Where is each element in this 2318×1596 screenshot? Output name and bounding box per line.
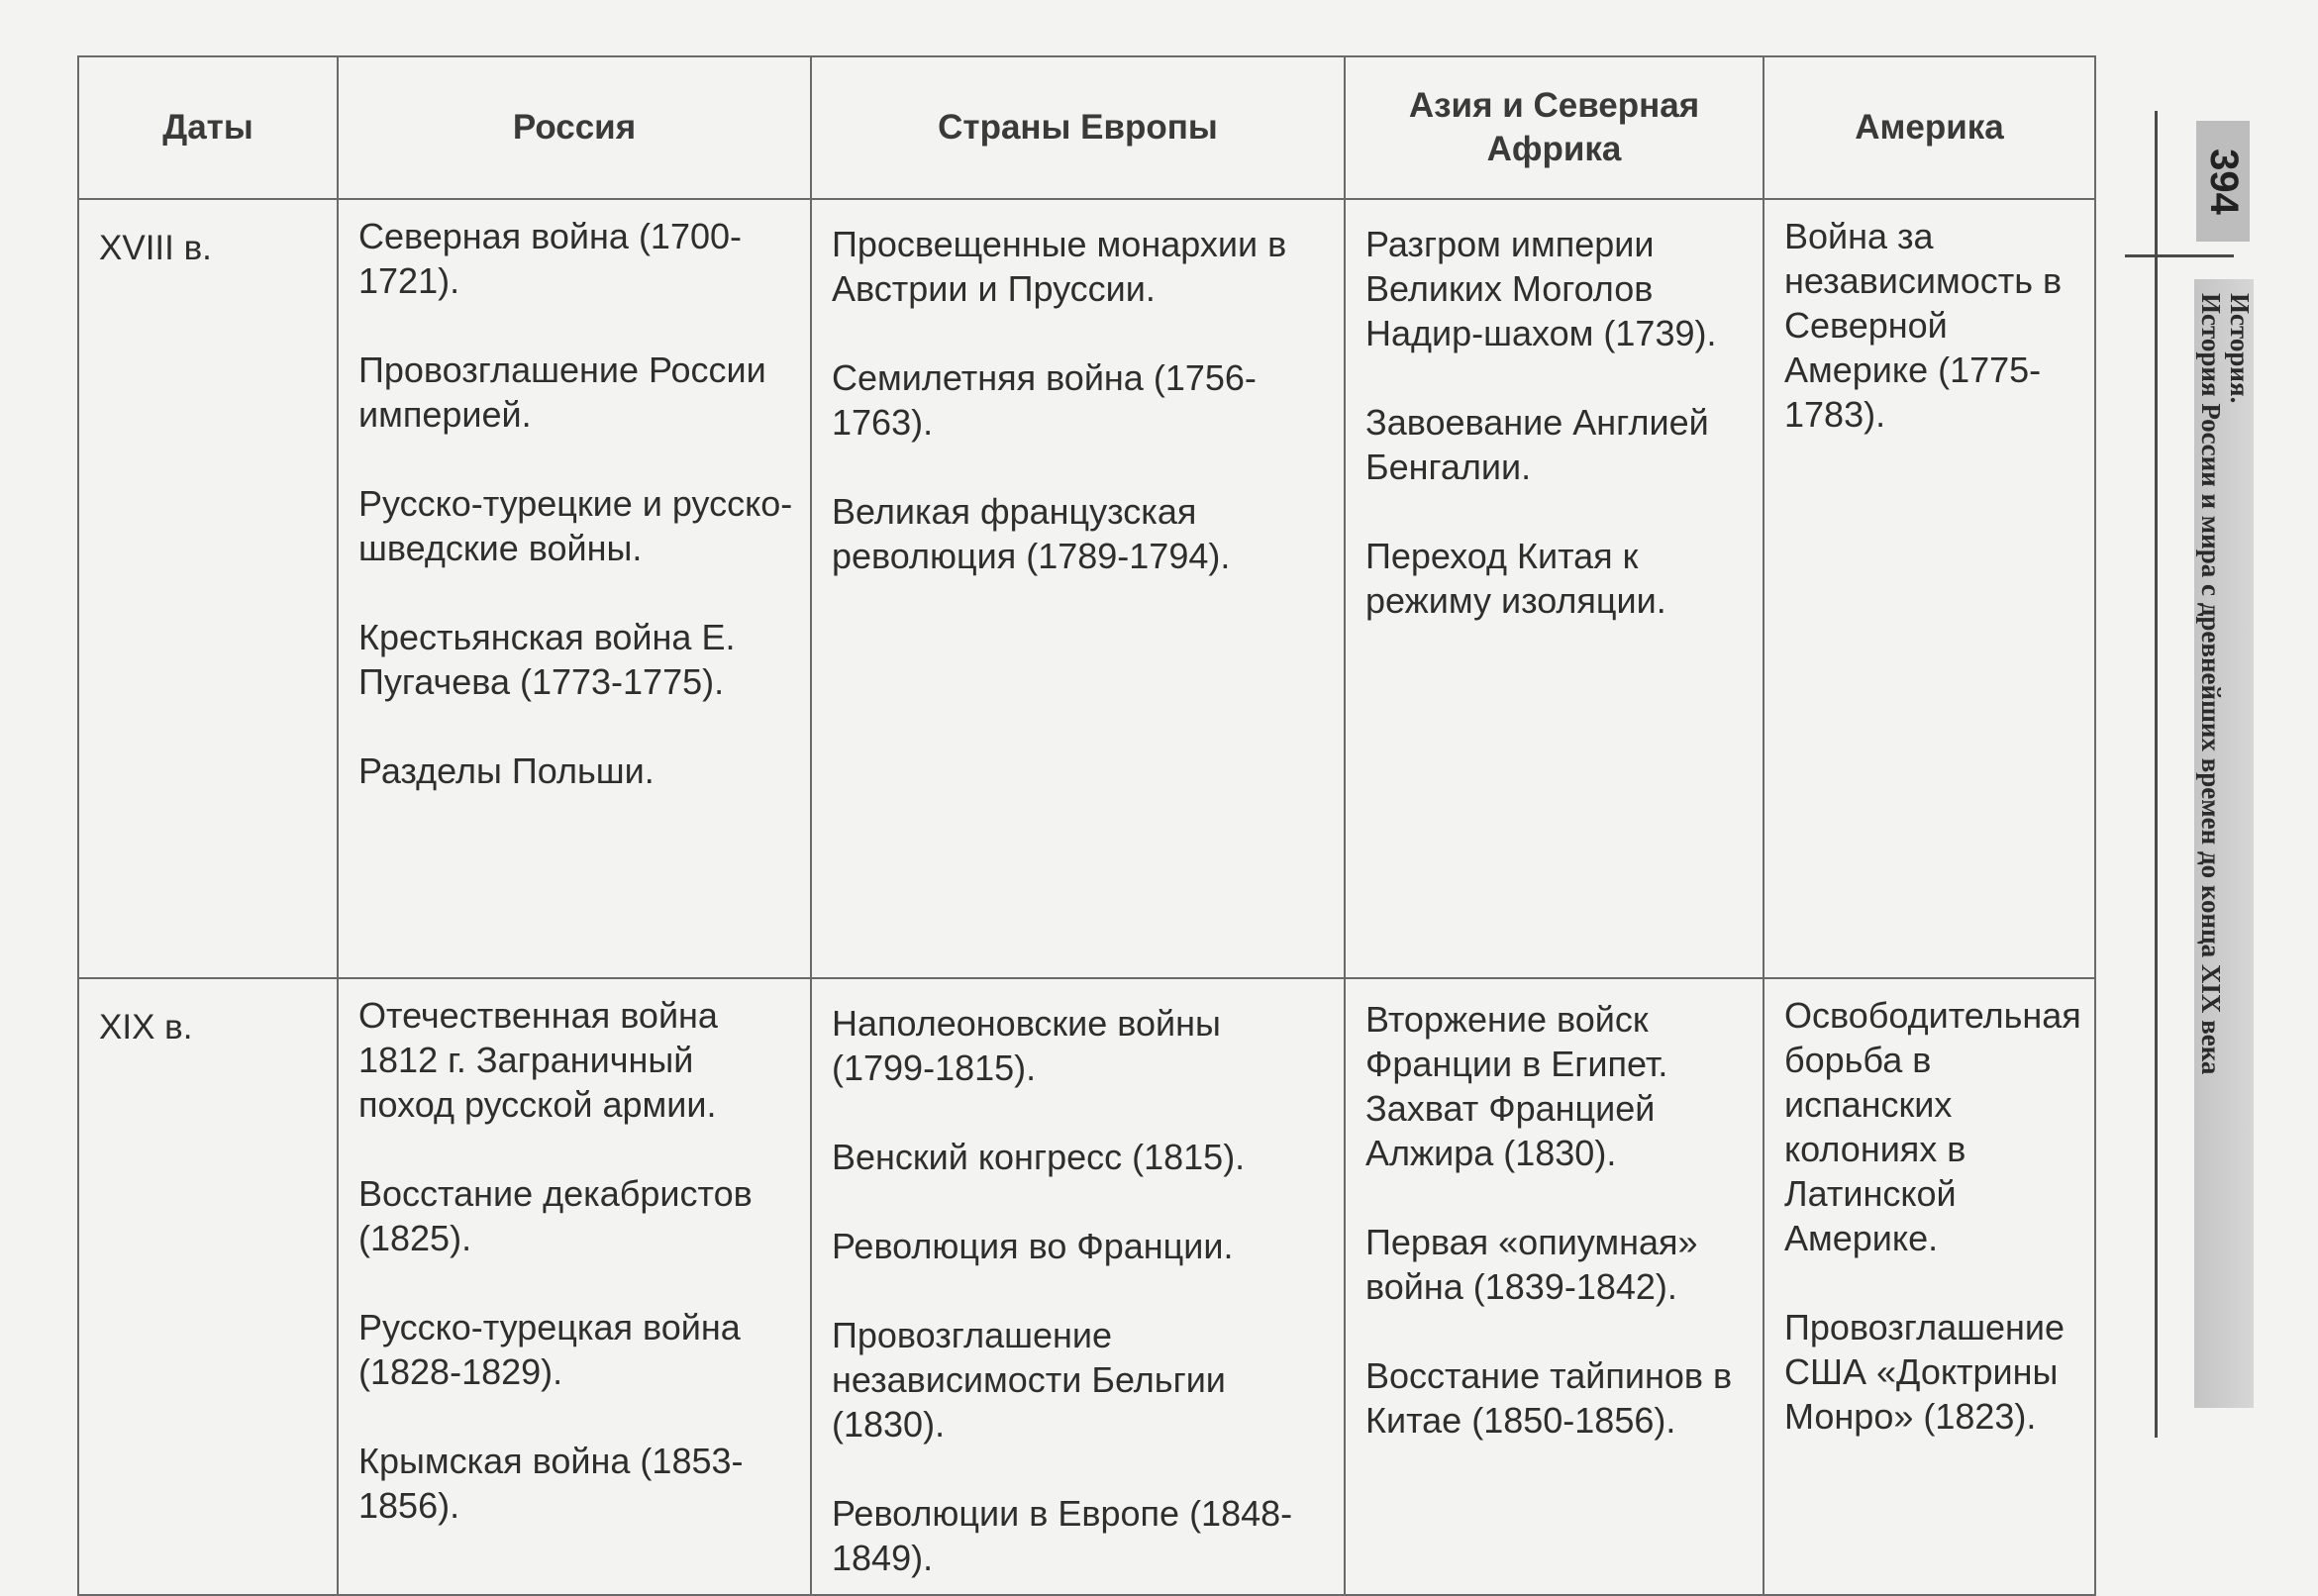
event-item: Венский конгресс (1815). [832, 1137, 1246, 1177]
event-item: Просвещенные монархии в Австрии и Пруссии. [832, 224, 1287, 309]
event-item: Крымская война (1853-1856). [358, 1441, 744, 1526]
russia-cell [338, 978, 811, 1595]
event-item: Освободительная борьба в испанских колониях в Латинской Америке. [1784, 995, 2081, 1258]
event-item: Революции в Европе (1848-1849). [832, 1493, 1293, 1578]
page-number: 394 [2201, 148, 2246, 215]
running-header [2194, 279, 2254, 1408]
event-item: Семилетняя война (1756-1763). [832, 357, 1257, 443]
event-item: Наполеоновские войны (1799-1815). [832, 1003, 1221, 1088]
event-item: Восстание тайпинов в Китае (1850-1856). [1365, 1355, 1733, 1441]
event-item: Война за независимость в Северной Америке (1775-1783). [1784, 216, 2063, 435]
event-item: Разгром империи Великих Моголов Надир-шахом (1739). [1365, 224, 1717, 353]
header-dates: Даты [78, 56, 338, 199]
header-asia-africa: Азия и Северная Африка [1345, 56, 1764, 199]
table-header-row [78, 56, 2095, 199]
sidebar-rule [2155, 111, 2158, 1438]
event-item: Русско-турецкая война (1828-1829). [358, 1307, 741, 1392]
page-sidebar [2155, 111, 2254, 1438]
section-title: История. [2225, 293, 2255, 404]
event-item: Восстание декабристов (1825). [358, 1173, 753, 1258]
sidebar-divider [2125, 254, 2234, 257]
event-item: Завоевание Англией Бенгалии. [1365, 402, 1709, 487]
date-cell: XIX в. [78, 978, 338, 1595]
history-table [77, 55, 2096, 1596]
asia-africa-cell [1345, 978, 1764, 1595]
europe-cell [811, 978, 1345, 1595]
event-item: Первая «опиумная» война (1839-1842). [1365, 1222, 1698, 1307]
table-row [78, 978, 2095, 1595]
header-america: Америка [1764, 56, 2095, 199]
event-item: Провозглашение США «Доктрины Монро» (1823). [1784, 1307, 2066, 1437]
page-number-tab [2196, 121, 2250, 242]
europe-cell [811, 199, 1345, 978]
america-cell [1764, 199, 2095, 978]
event-item: Разделы Польши. [358, 750, 655, 791]
america-cell [1764, 978, 2095, 1595]
event-item: Вторжение войск Франции в Египет. Захват Францией Алжира (1830). [1365, 999, 1668, 1173]
event-item: Переход Китая к режиму изоляции. [1365, 536, 1666, 621]
event-item: Революция во Франции. [832, 1226, 1234, 1266]
russia-cell [338, 199, 811, 978]
event-item: Русско-турецкие и русско-шведские войны. [358, 483, 793, 568]
event-item: Провозглашение независимости Бельгии (1830). [832, 1315, 1226, 1445]
asia-africa-cell [1345, 199, 1764, 978]
event-item: Крестьянская война Е. Пугачева (1773-1775). [358, 617, 736, 702]
event-item: Провозглашение России империей. [358, 349, 766, 435]
header-russia: Россия [338, 56, 811, 199]
event-item: Северная война (1700-1721). [358, 216, 742, 301]
book-subtitle: История России и мира с древнейших времен до конца XIX века [2196, 293, 2226, 1075]
event-item: Великая французская революция (1789-1794). [832, 491, 1231, 576]
date-cell: XVIII в. [78, 199, 338, 978]
event-item: Отечественная война 1812 г. Заграничный поход русской армии. [358, 995, 718, 1125]
table-row [78, 199, 2095, 978]
header-europe: Страны Европы [811, 56, 1345, 199]
